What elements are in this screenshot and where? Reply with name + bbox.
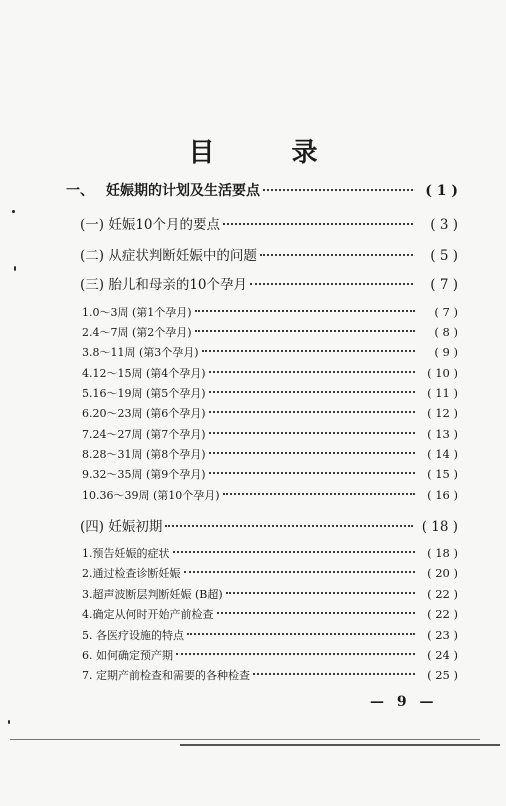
dot-leader <box>195 330 415 332</box>
page-title: 目 录 <box>188 138 352 168</box>
toc-page-number: ( 11 ) <box>427 386 458 400</box>
toc-entry-item[interactable] <box>82 627 458 643</box>
toc-entry-item[interactable] <box>82 667 458 683</box>
toc-entry-label: 4.确定从何时开始产前检查 <box>82 608 214 621</box>
page-number: — 9 — <box>370 694 438 710</box>
toc-entry-item[interactable] <box>82 365 458 381</box>
toc-entry-item[interactable] <box>82 466 458 482</box>
toc-entry-label: (三) 胎儿和母亲的10个孕月 <box>80 277 248 293</box>
toc-entry-item[interactable] <box>82 426 458 442</box>
dot-leader <box>165 525 413 527</box>
toc-page-number: ( 15 ) <box>427 467 458 481</box>
toc-entry-label: 一、 妊娠期的计划及生活要点 <box>66 180 260 200</box>
toc-entry-label: (一) 妊娠10个月的要点 <box>80 217 221 233</box>
toc-entry-item[interactable] <box>82 405 458 421</box>
toc-entry-label: 4.12～15周 (第4个孕月) <box>82 367 206 380</box>
toc-entry-item[interactable] <box>82 565 458 581</box>
toc-page-number: ( 7 ) <box>434 305 458 319</box>
toc-entry-label: (四) 妊娠初期 <box>80 519 163 535</box>
toc-entry-label: 9.32～35周 (第9个孕月) <box>82 468 206 481</box>
toc-entry-section-2[interactable] <box>80 244 458 264</box>
page-bottom-rule <box>10 739 480 740</box>
toc-page-number: ( 7 ) <box>430 277 458 293</box>
toc-entry-label: 3.超声波断层判断妊娠 (B超) <box>82 588 223 601</box>
chapter-number: 一、 <box>66 183 94 199</box>
toc-entry-section-4[interactable] <box>80 515 458 535</box>
dot-leader <box>223 223 413 225</box>
toc-page-number: ( 18 ) <box>421 519 458 535</box>
toc-page-number: ( 9 ) <box>434 345 458 359</box>
dot-leader <box>209 452 415 454</box>
toc-page-number: ( 18 ) <box>427 546 458 560</box>
toc-entry-item[interactable] <box>82 446 458 462</box>
toc-entry-label: 5.16～19周 (第5个孕月) <box>82 387 206 400</box>
dot-leader <box>176 653 415 655</box>
toc-entry-item[interactable] <box>82 586 458 602</box>
scan-speck <box>12 210 15 213</box>
toc-entry-chapter-1[interactable] <box>66 180 458 200</box>
toc-page-number: ( 25 ) <box>427 668 458 682</box>
dot-leader <box>260 254 413 256</box>
toc-entry-item[interactable] <box>82 385 458 401</box>
toc-entry-item[interactable] <box>82 344 458 360</box>
dot-leader <box>187 633 415 635</box>
toc-entry-label: 6.20～23周 (第6个孕月) <box>82 407 206 420</box>
toc-page-number: ( 5 ) <box>430 248 458 264</box>
scan-speck <box>8 720 10 724</box>
toc-page-number: ( 13 ) <box>427 427 458 441</box>
toc-entry-item[interactable] <box>82 606 458 622</box>
toc-page-number: ( 22 ) <box>427 587 458 601</box>
toc-page-number: ( 12 ) <box>427 406 458 420</box>
toc-page-number: ( 22 ) <box>427 607 458 621</box>
dot-leader <box>263 189 413 191</box>
toc-entry-item[interactable] <box>82 324 458 340</box>
toc-entry-item[interactable] <box>82 545 458 561</box>
toc-entry-label: 3.8～11周 (第3个孕月) <box>82 346 199 359</box>
dot-leader <box>173 551 416 553</box>
toc-entry-section-3[interactable] <box>80 273 458 293</box>
page-bottom-rule-thick <box>180 744 500 746</box>
scan-speck <box>14 266 16 271</box>
toc-page-number: ( 24 ) <box>427 648 458 662</box>
toc-entry-label: 7. 定期产前检查和需要的各种检查 <box>82 669 250 682</box>
toc-page-number: ( 8 ) <box>434 325 458 339</box>
toc-page-number: ( 10 ) <box>427 366 458 380</box>
toc-entry-item[interactable] <box>82 647 458 663</box>
dot-leader <box>223 493 415 495</box>
toc-entry-section-1[interactable] <box>80 213 458 233</box>
toc-entry-label: 10.36～39周 (第10个孕月) <box>82 489 220 502</box>
dot-leader <box>209 432 415 434</box>
toc-entry-label: 1.预告妊娠的症状 <box>82 547 170 560</box>
dot-leader <box>209 391 415 393</box>
dot-leader <box>202 350 415 352</box>
toc-page-number: ( 14 ) <box>427 447 458 461</box>
toc-entry-label: 5. 各医疗设施的特点 <box>82 629 184 642</box>
toc-page-number: ( 1 ) <box>425 183 458 199</box>
toc-entry-label: 8.28～31周 (第8个孕月) <box>82 448 206 461</box>
toc-entry-label: 6. 如何确定预产期 <box>82 649 173 662</box>
dot-leader <box>195 310 415 312</box>
dot-leader <box>253 673 415 675</box>
dot-leader <box>209 371 415 373</box>
toc-entry-label: 7.24～27周 (第7个孕月) <box>82 428 206 441</box>
toc-entry-label: 2.4～7周 (第2个孕月) <box>82 326 192 339</box>
dot-leader <box>250 283 413 285</box>
toc-entry-item[interactable] <box>82 304 458 320</box>
dot-leader <box>226 592 415 594</box>
toc-entry-label: 1.0～3周 (第1个孕月) <box>82 306 192 319</box>
dot-leader <box>209 411 415 413</box>
toc-entry-label: 2.通过检查诊断妊娠 <box>82 567 181 580</box>
toc-entry-label: (二) 从症状判断妊娠中的问题 <box>80 248 257 264</box>
toc-page-number: ( 23 ) <box>427 628 458 642</box>
dot-leader <box>184 571 416 573</box>
dot-leader <box>209 472 415 474</box>
toc-page-number: ( 3 ) <box>430 217 458 233</box>
dot-leader <box>217 612 416 614</box>
toc-page-number: ( 20 ) <box>427 566 458 580</box>
toc-entry-item[interactable] <box>82 487 458 503</box>
toc-page-number: ( 16 ) <box>427 488 458 502</box>
